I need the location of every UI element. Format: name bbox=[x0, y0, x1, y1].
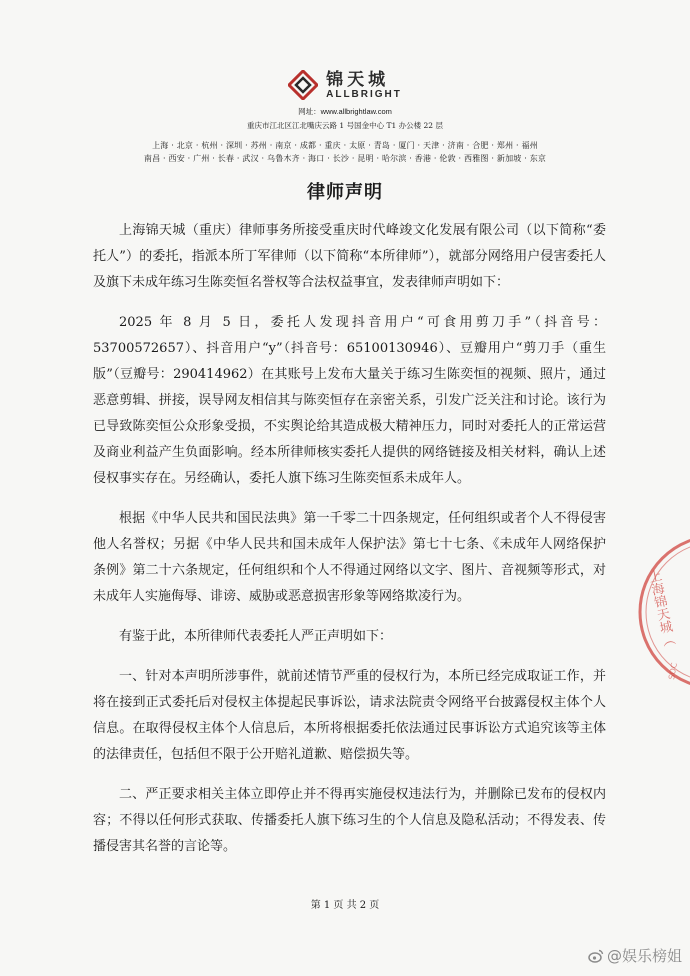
cities-line-1: 上海 · 北京 · 杭州 · 深圳 · 苏州 · 南京 · 成都 · 重庆 · 太原 · 青岛 · 厦门 · 天津 · 济南 · 合肥 · 郑州 · 福州 bbox=[152, 141, 538, 150]
office-cities bbox=[0, 139, 690, 165]
paragraph-intro: 上海锦天城（重庆）律师事务所接受重庆时代峰竣文化发展有限公司（以下简称“委托人”）的委托，指派本所丁军律师（以下简称“本所律师”），就部分网络用户侵害委托人及旗下未成年练习生陈奕恒名誉权等合法权益事宜，发表律师声明如下： bbox=[93, 223, 606, 290]
paragraph-facts: 2025 年 8 月 5 日，委托人发现抖音用户“可食用剪刀手”（抖音号：53700572657）、抖音用户“y”（抖音号：65100130946）、豆瓣用户“剪刀手（重生版”（豆瓣号：290414962）在其账号上发布大量关于练习生陈奕恒的视频、照片，通过恶意剪辑、拼接，误导网友相信其与陈奕恒存在亲密关系，引发广泛关注和讨论。该行为已导致陈奕恒公众形象受损，不实舆论给其造成极大精神压力，同时对委托人的正常运营及商业利益产生负面影响。经本所律师核实委托人提供的网络链接及相关材料，确认上述侵权事实存在。另经确认，委托人旗下练习生陈奕恒系未成年人。 bbox=[93, 315, 606, 486]
document-body bbox=[93, 218, 606, 874]
paragraph-legal-basis: 根据《中华人民共和国民法典》第一千零二十四条规定，任何组织或者个人不得侵害他人名誉权；另据《中华人民共和国未成年人保护法》第七十七条、《未成年人网络保护条例》第二十六条规定，任何组织和个人不得通过网络以文字、图片、音视频等形式，对未成年人实施侮辱、诽谤、威胁或恶意损害形象等网络欺凌行为。 bbox=[93, 511, 606, 604]
paragraph-point-1: 一、针对本声明所涉事件，就前述情节严重的侵权行为，本所已经完成取证工作，并将在接到正式委托后对侵权主体提起民事诉讼，请求法院责令网络平台披露侵权主体个人信息。在取得侵权主体个人信息后，本所将根据委托依法通过民事诉讼方式追究该等主体的法律责任，包括但不限于公开赔礼道歉、赔偿损失等。 bbox=[93, 669, 606, 762]
watermark-text: @娱乐榜姐 bbox=[606, 947, 682, 965]
document-title: 律师声明 bbox=[307, 182, 383, 203]
paragraph-point-2: 二、严正要求相关主体立即停止并不得再实施侵权违法行为，并删除已发布的侵权内容；不得以任何形式获取、传播委托人旗下练习生的个人信息及隐私活动；不得发表、传播侵害其名誉的言论等。 bbox=[93, 787, 606, 854]
cities-line-2: 南昌 · 西安 · 广州 · 长春 · 武汉 · 乌鲁木齐 · 海口 · 长沙 · 昆明 · 哈尔滨 · 香港 · 伦敦 · 西雅图 · 新加坡 · 东京 bbox=[143, 154, 547, 163]
allbright-logo-icon bbox=[288, 70, 318, 100]
brand-name-en: ALLBRIGHT bbox=[326, 88, 402, 100]
brand-name-cn: 锦天城 bbox=[326, 69, 390, 90]
address: 重庆市江北区江北嘴庆云路 1 号国金中心 T1 办公楼 22 层 bbox=[247, 121, 443, 130]
svg-text:SOC: SOC bbox=[667, 662, 679, 681]
weibo-watermark bbox=[588, 945, 682, 966]
law-firm-seal-stamp bbox=[628, 530, 690, 700]
weibo-icon bbox=[588, 948, 604, 964]
website: 网址：www.allbrightlaw.com bbox=[298, 107, 392, 116]
svg-text:上海锦天城（: 上海锦天城（ bbox=[644, 568, 676, 648]
paragraph-statement-lead: 有鉴于此，本所律师代表委托人严正声明如下： bbox=[119, 629, 393, 644]
logo bbox=[0, 70, 690, 100]
letterhead bbox=[0, 70, 690, 165]
page-number: 第 1 页 共 2 页 bbox=[310, 900, 380, 911]
